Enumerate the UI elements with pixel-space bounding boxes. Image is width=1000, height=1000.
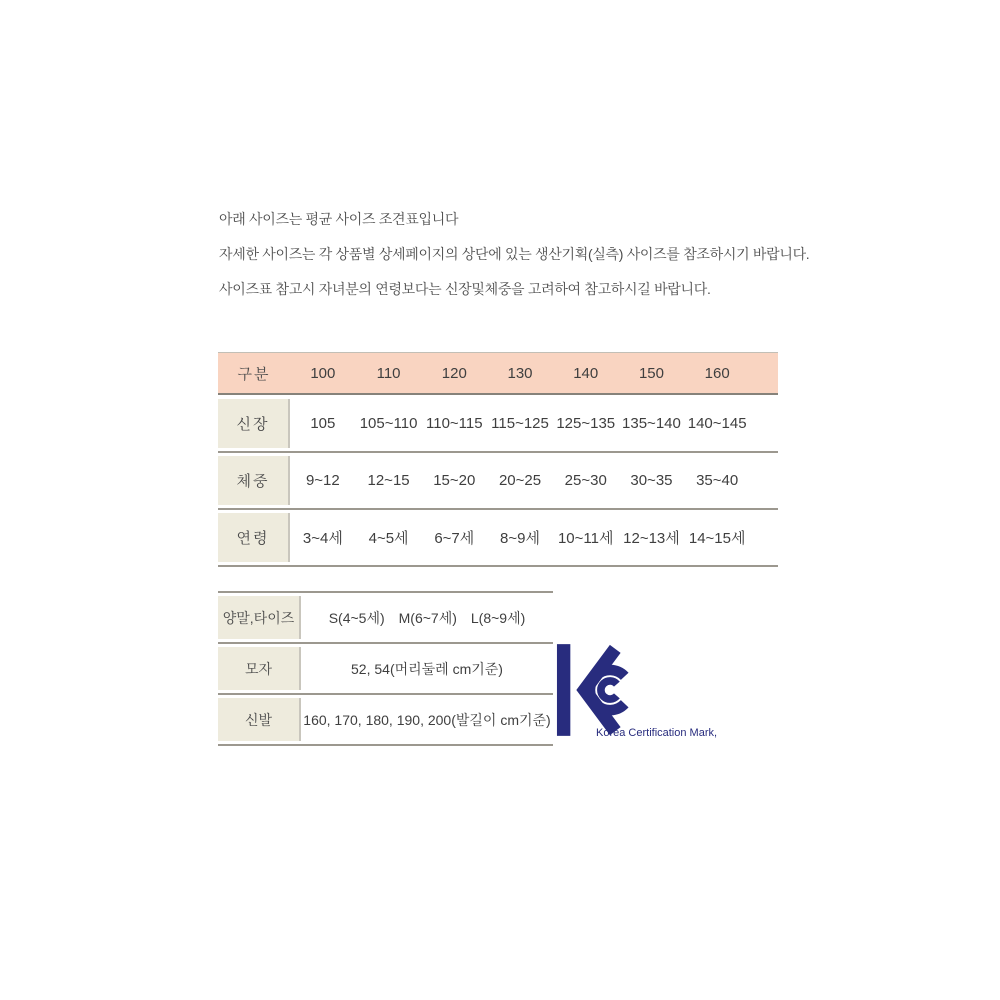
size-note-2: 자세한 사이즈는 각 상품별 상세페이지의 상단에 있는 생산기획(실측) 사이즈를 참조하시기 바랍니다.: [219, 246, 810, 262]
accessory-table-bottom-border: [218, 744, 553, 746]
kc-inner-c: [601, 681, 617, 699]
height-value: 140~145: [687, 415, 747, 432]
divider: [218, 393, 778, 395]
weight-value: 35~40: [696, 472, 739, 489]
age-value: 6~7세: [434, 530, 475, 547]
size-table-header-row: [218, 353, 778, 393]
age-value: 4~5세: [368, 530, 409, 547]
divider: [218, 451, 778, 453]
height-value: 115~125: [491, 415, 549, 432]
size-note-1: 아래 사이즈는 평균 사이즈 조견표입니다: [219, 211, 459, 227]
weight-value: 25~30: [564, 472, 607, 489]
shoes-row: [218, 698, 553, 741]
hat-row: [218, 647, 553, 690]
weight-value: 20~25: [498, 472, 542, 489]
shoes-value: 160, 170, 180, 190, 200(발길이 cm기준): [303, 711, 551, 728]
size-col-160: 160: [704, 364, 730, 382]
socks-tights-label: 양말,타이즈: [218, 596, 301, 639]
kc-certification-icon: [556, 642, 642, 738]
size-guide-notes: [219, 212, 839, 317]
shoes-label: 신발: [218, 698, 301, 741]
weight-value: 15~20: [433, 472, 476, 489]
kc-stem: [557, 644, 570, 736]
kc-outer-c: [590, 670, 625, 710]
socks-tights-row: [218, 596, 553, 639]
weight-value: 9~12: [305, 472, 340, 489]
height-value: 105: [310, 415, 336, 432]
size-col-140: 140: [573, 364, 599, 382]
height-value: 135~140: [622, 415, 681, 432]
divider: [218, 642, 553, 644]
hat-value: 52, 54(머리둘레 cm기준): [351, 660, 503, 677]
weight-row-label: 체중: [218, 456, 290, 505]
weight-value: 30~35: [630, 472, 673, 489]
height-value: 110~115: [426, 415, 483, 432]
age-value: 14~15세: [688, 530, 746, 547]
socks-tights-value: S(4~5세) M(6~7세) L(8~9세): [328, 609, 526, 626]
kc-certification-label: Korea Certification Mark,: [596, 727, 718, 739]
size-table-bottom-border: [218, 565, 778, 567]
age-value: 12~13세: [623, 530, 680, 547]
age-value: 8~9세: [500, 530, 540, 547]
height-value: 125~135: [556, 415, 616, 432]
size-table-header-label: 구분: [237, 365, 271, 383]
size-col-100: 100: [310, 364, 336, 382]
size-table: [218, 352, 778, 570]
size-col-120: 120: [441, 364, 467, 382]
size-col-130: 130: [507, 364, 533, 382]
age-value: 10~11세: [557, 530, 614, 547]
weight-row: [218, 456, 778, 505]
accessory-table-top-border: [218, 591, 553, 593]
weight-value: 12~15: [367, 472, 410, 489]
height-row-label: 신장: [218, 399, 290, 448]
hat-label: 모자: [218, 647, 301, 690]
accessory-size-table: [218, 591, 553, 746]
size-col-150: 150: [638, 364, 664, 382]
height-value: 105~110: [359, 415, 418, 432]
divider: [218, 693, 553, 695]
size-col-110: 110: [376, 364, 401, 382]
age-row-label: 연령: [218, 513, 290, 562]
age-row: [218, 513, 778, 562]
height-row: [218, 399, 778, 448]
age-value: 3~4세: [302, 530, 343, 547]
size-note-3: 사이즈표 참고시 자녀분의 연령보다는 신장및체중을 고려하여 참고하시길 바랍니다.: [219, 281, 711, 297]
divider: [218, 508, 778, 510]
